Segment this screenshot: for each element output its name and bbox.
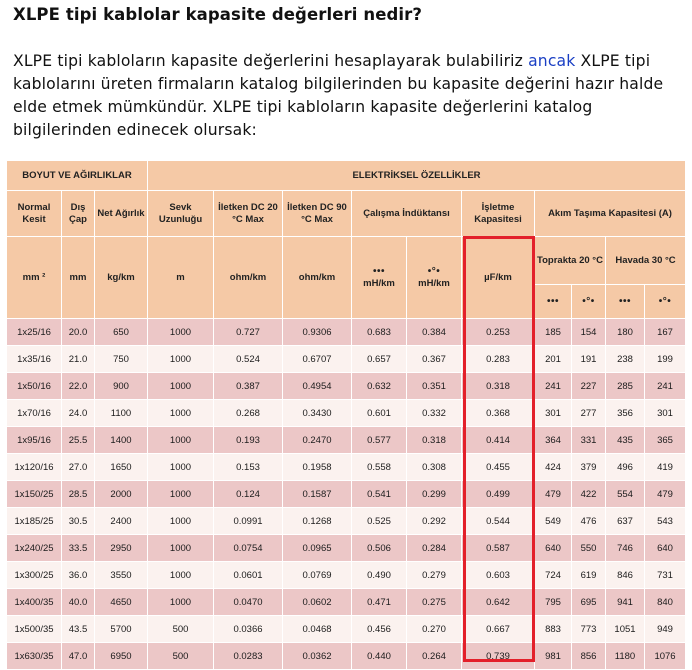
symbol-hava-trefoil: •°•	[645, 285, 686, 319]
header-havada: Havada 30 °C	[606, 237, 686, 285]
cell-agirlik: 1100	[95, 400, 148, 427]
cell-ind2: 0.284	[407, 535, 462, 562]
table-row	[7, 643, 686, 670]
cell-kapasite: 0.368	[462, 400, 535, 427]
ancak-link[interactable]: ancak	[528, 52, 576, 70]
header-dc20: İletken DC 20 °C Max	[214, 191, 283, 237]
intro-text-end: XLPE tipi kablolarını üreten firmaların katalog bilgilerinden bu kapasite değerini hazır halde elde etmek mümkündür. XLPE tipi kabloların kapasite değerlerini katalog bilgilerinden edinecek olursak:	[13, 52, 664, 139]
cell-ind2: 0.275	[407, 589, 462, 616]
cell-cap: 25.5	[62, 427, 95, 454]
cell-toprak-flat: 201	[535, 346, 572, 373]
cell-sevk: 1000	[148, 346, 214, 373]
cell-sevk: 500	[148, 643, 214, 670]
page-title: XLPE tipi kablolar kapasite değerleri nedir?	[13, 5, 423, 24]
cell-ind2: 0.367	[407, 346, 462, 373]
table-row	[7, 346, 686, 373]
symbol-three-phase-trefoil: •°•	[427, 265, 441, 277]
cell-hava-trefoil: 479	[645, 481, 686, 508]
cell-toprak-trefoil: 331	[572, 427, 606, 454]
cell-toprak-flat: 549	[535, 508, 572, 535]
cell-toprak-trefoil: 422	[572, 481, 606, 508]
cell-agirlik: 2400	[95, 508, 148, 535]
cell-cap: 36.0	[62, 562, 95, 589]
header-akim: Akım Taşıma Kapasitesi (A)	[535, 191, 686, 237]
cell-toprak-trefoil: 191	[572, 346, 606, 373]
cell-ind2: 0.292	[407, 508, 462, 535]
cell-ind1: 0.506	[352, 535, 407, 562]
cell-toprak-flat: 364	[535, 427, 572, 454]
cell-dc20: 0.0283	[214, 643, 283, 670]
cell-toprak-trefoil: 773	[572, 616, 606, 643]
cell-dc90: 0.0362	[283, 643, 352, 670]
cell-kesit: 1x300/25	[7, 562, 62, 589]
cell-hava-flat: 1180	[606, 643, 645, 670]
intro-text-start: XLPE tipi kabloların kapasite değerlerini hesaplayarak bulabiliriz	[13, 52, 529, 70]
table-row	[7, 481, 686, 508]
cell-dc20: 0.0601	[214, 562, 283, 589]
cell-cap: 47.0	[62, 643, 95, 670]
unit-sevk: m	[148, 237, 214, 319]
cell-hava-flat: 637	[606, 508, 645, 535]
cell-dc20: 0.153	[214, 454, 283, 481]
unit-cap: mm	[62, 237, 95, 319]
symbol-toprak-trefoil: •°•	[572, 285, 606, 319]
cell-toprak-flat: 479	[535, 481, 572, 508]
cell-ind2: 0.351	[407, 373, 462, 400]
cell-hava-trefoil: 199	[645, 346, 686, 373]
cell-ind2: 0.264	[407, 643, 462, 670]
cell-hava-flat: 496	[606, 454, 645, 481]
cell-ind1: 0.490	[352, 562, 407, 589]
cell-agirlik: 6950	[95, 643, 148, 670]
header-kapasite: İşletme Kapasitesi	[462, 191, 535, 237]
cell-hava-trefoil: 167	[645, 319, 686, 346]
table-row	[7, 373, 686, 400]
unit-agirlik: kg/km	[95, 237, 148, 319]
cell-dc20: 0.0366	[214, 616, 283, 643]
cell-dc90: 0.2470	[283, 427, 352, 454]
cell-cap: 30.5	[62, 508, 95, 535]
cell-dc90: 0.0769	[283, 562, 352, 589]
cell-kapasite: 0.739	[462, 643, 535, 670]
cell-ind1: 0.456	[352, 616, 407, 643]
cell-ind2: 0.299	[407, 481, 462, 508]
cell-kapasite: 0.318	[462, 373, 535, 400]
cell-kesit: 1x35/16	[7, 346, 62, 373]
header-agirlik: Net Ağırlık	[95, 191, 148, 237]
cell-dc90: 0.1587	[283, 481, 352, 508]
cell-kesit: 1x630/35	[7, 643, 62, 670]
cell-toprak-trefoil: 379	[572, 454, 606, 481]
cell-kapasite: 0.499	[462, 481, 535, 508]
cell-sevk: 1000	[148, 427, 214, 454]
cell-dc90: 0.0965	[283, 535, 352, 562]
cell-dc90: 0.4954	[283, 373, 352, 400]
cell-ind2: 0.270	[407, 616, 462, 643]
cell-hava-trefoil: 419	[645, 454, 686, 481]
cell-agirlik: 750	[95, 346, 148, 373]
cell-dc90: 0.6707	[283, 346, 352, 373]
header-toprakta: Toprakta 20 °C	[535, 237, 606, 285]
table-row	[7, 589, 686, 616]
cell-cap: 24.0	[62, 400, 95, 427]
header-kesit: Normal Kesit	[7, 191, 62, 237]
cell-toprak-flat: 640	[535, 535, 572, 562]
cell-hava-flat: 554	[606, 481, 645, 508]
cell-hava-flat: 846	[606, 562, 645, 589]
cell-ind1: 0.657	[352, 346, 407, 373]
unit-dc20: ohm/km	[214, 237, 283, 319]
table-row	[7, 535, 686, 562]
cell-toprak-flat: 795	[535, 589, 572, 616]
cell-toprak-flat: 883	[535, 616, 572, 643]
cell-kesit: 1x25/16	[7, 319, 62, 346]
cell-dc90: 0.3430	[283, 400, 352, 427]
cell-cap: 33.5	[62, 535, 95, 562]
cell-kapasite: 0.455	[462, 454, 535, 481]
unit-ind2-text: mH/km	[418, 277, 450, 289]
header-cap: Dış Çap	[62, 191, 95, 237]
cell-cap: 21.0	[62, 346, 95, 373]
cell-sevk: 1000	[148, 508, 214, 535]
table-row	[7, 319, 686, 346]
table-row	[7, 616, 686, 643]
cell-ind1: 0.525	[352, 508, 407, 535]
cell-ind1: 0.683	[352, 319, 407, 346]
unit-dc90: ohm/km	[283, 237, 352, 319]
cell-toprak-trefoil: 550	[572, 535, 606, 562]
cell-toprak-trefoil: 154	[572, 319, 606, 346]
cell-ind2: 0.279	[407, 562, 462, 589]
cell-toprak-flat: 424	[535, 454, 572, 481]
intro-paragraph	[13, 50, 683, 142]
cell-agirlik: 4650	[95, 589, 148, 616]
cell-sevk: 1000	[148, 400, 214, 427]
cell-agirlik: 2950	[95, 535, 148, 562]
cell-dc20: 0.727	[214, 319, 283, 346]
xlpe-capacity-table	[6, 160, 686, 670]
cell-toprak-trefoil: 856	[572, 643, 606, 670]
cell-dc90: 0.1268	[283, 508, 352, 535]
cell-cap: 28.5	[62, 481, 95, 508]
cell-toprak-flat: 981	[535, 643, 572, 670]
cell-kesit: 1x150/25	[7, 481, 62, 508]
cell-hava-trefoil: 543	[645, 508, 686, 535]
cell-kapasite: 0.414	[462, 427, 535, 454]
symbol-three-phase-flat: •••	[372, 265, 385, 277]
table-row	[7, 562, 686, 589]
unit-kapasite: µF/km	[462, 237, 535, 319]
cell-ind2: 0.384	[407, 319, 462, 346]
cell-hava-trefoil: 731	[645, 562, 686, 589]
cell-dc20: 0.268	[214, 400, 283, 427]
cell-kesit: 1x95/16	[7, 427, 62, 454]
cell-sevk: 1000	[148, 562, 214, 589]
cell-agirlik: 3550	[95, 562, 148, 589]
cell-toprak-trefoil: 277	[572, 400, 606, 427]
unit-induktans-2	[407, 237, 462, 319]
cell-ind1: 0.471	[352, 589, 407, 616]
cell-hava-flat: 356	[606, 400, 645, 427]
unit-induktans-1	[352, 237, 407, 319]
cell-kesit: 1x185/25	[7, 508, 62, 535]
cell-kapasite: 0.603	[462, 562, 535, 589]
table-row	[7, 400, 686, 427]
cell-kapasite: 0.253	[462, 319, 535, 346]
cell-dc20: 0.0470	[214, 589, 283, 616]
cell-hava-trefoil: 949	[645, 616, 686, 643]
cell-cap: 22.0	[62, 373, 95, 400]
cell-cap: 40.0	[62, 589, 95, 616]
cell-ind1: 0.632	[352, 373, 407, 400]
cell-toprak-trefoil: 227	[572, 373, 606, 400]
header-sevk: Sevk Uzunluğu	[148, 191, 214, 237]
cell-toprak-trefoil: 695	[572, 589, 606, 616]
cell-sevk: 1000	[148, 454, 214, 481]
cell-sevk: 1000	[148, 535, 214, 562]
cell-hava-flat: 238	[606, 346, 645, 373]
cell-kapasite: 0.642	[462, 589, 535, 616]
cell-sevk: 1000	[148, 481, 214, 508]
cell-hava-flat: 941	[606, 589, 645, 616]
cell-kesit: 1x500/35	[7, 616, 62, 643]
cell-ind1: 0.558	[352, 454, 407, 481]
cell-kesit: 1x70/16	[7, 400, 62, 427]
header-induktans: Çalışma İndüktansı	[352, 191, 462, 237]
cell-kesit: 1x400/35	[7, 589, 62, 616]
cell-dc20: 0.0991	[214, 508, 283, 535]
cell-agirlik: 2000	[95, 481, 148, 508]
cell-kapasite: 0.283	[462, 346, 535, 373]
cell-hava-trefoil: 640	[645, 535, 686, 562]
cell-agirlik: 1650	[95, 454, 148, 481]
cell-toprak-flat: 301	[535, 400, 572, 427]
cell-dc90: 0.0468	[283, 616, 352, 643]
cell-dc90: 0.0602	[283, 589, 352, 616]
cell-cap: 43.5	[62, 616, 95, 643]
cell-kapasite: 0.667	[462, 616, 535, 643]
cell-kesit: 1x120/16	[7, 454, 62, 481]
unit-ind1-text: mH/km	[363, 277, 395, 289]
cell-hava-flat: 180	[606, 319, 645, 346]
cell-ind2: 0.308	[407, 454, 462, 481]
cell-agirlik: 1400	[95, 427, 148, 454]
table-body	[7, 319, 686, 670]
cell-hava-flat: 746	[606, 535, 645, 562]
cell-hava-trefoil: 840	[645, 589, 686, 616]
cell-ind1: 0.541	[352, 481, 407, 508]
cell-dc20: 0.124	[214, 481, 283, 508]
cell-sevk: 1000	[148, 373, 214, 400]
cell-dc20: 0.0754	[214, 535, 283, 562]
cell-ind1: 0.577	[352, 427, 407, 454]
table-row	[7, 427, 686, 454]
cell-agirlik: 5700	[95, 616, 148, 643]
cell-toprak-trefoil: 476	[572, 508, 606, 535]
cell-hava-trefoil: 241	[645, 373, 686, 400]
cell-cap: 20.0	[62, 319, 95, 346]
cell-dc20: 0.387	[214, 373, 283, 400]
cell-hava-trefoil: 365	[645, 427, 686, 454]
cell-sevk: 1000	[148, 589, 214, 616]
cell-hava-flat: 435	[606, 427, 645, 454]
cell-kesit: 1x50/16	[7, 373, 62, 400]
cell-kesit: 1x240/25	[7, 535, 62, 562]
cell-hava-flat: 285	[606, 373, 645, 400]
cell-dc20: 0.193	[214, 427, 283, 454]
cell-ind2: 0.318	[407, 427, 462, 454]
cell-hava-trefoil: 1076	[645, 643, 686, 670]
symbol-hava-flat: •••	[606, 285, 645, 319]
table-row	[7, 454, 686, 481]
group-header-dimensions: BOYUT VE AĞIRLIKLAR	[7, 161, 148, 191]
cell-toprak-flat: 724	[535, 562, 572, 589]
cell-kapasite: 0.587	[462, 535, 535, 562]
cell-toprak-flat: 241	[535, 373, 572, 400]
cell-dc20: 0.524	[214, 346, 283, 373]
cell-kapasite: 0.544	[462, 508, 535, 535]
cell-sevk: 1000	[148, 319, 214, 346]
cell-ind2: 0.332	[407, 400, 462, 427]
cell-toprak-trefoil: 619	[572, 562, 606, 589]
cell-cap: 27.0	[62, 454, 95, 481]
cell-ind1: 0.440	[352, 643, 407, 670]
cell-toprak-flat: 185	[535, 319, 572, 346]
unit-kesit: mm ²	[7, 237, 62, 319]
cell-hava-flat: 1051	[606, 616, 645, 643]
header-dc90: İletken DC 90 °C Max	[283, 191, 352, 237]
table-row	[7, 508, 686, 535]
symbol-toprak-flat: •••	[535, 285, 572, 319]
cell-dc90: 0.9306	[283, 319, 352, 346]
cell-ind1: 0.601	[352, 400, 407, 427]
cell-dc90: 0.1958	[283, 454, 352, 481]
group-header-electrical: ELEKTRİKSEL ÖZELLİKLER	[148, 161, 686, 191]
cell-sevk: 500	[148, 616, 214, 643]
cell-agirlik: 900	[95, 373, 148, 400]
cell-agirlik: 650	[95, 319, 148, 346]
cell-hava-trefoil: 301	[645, 400, 686, 427]
